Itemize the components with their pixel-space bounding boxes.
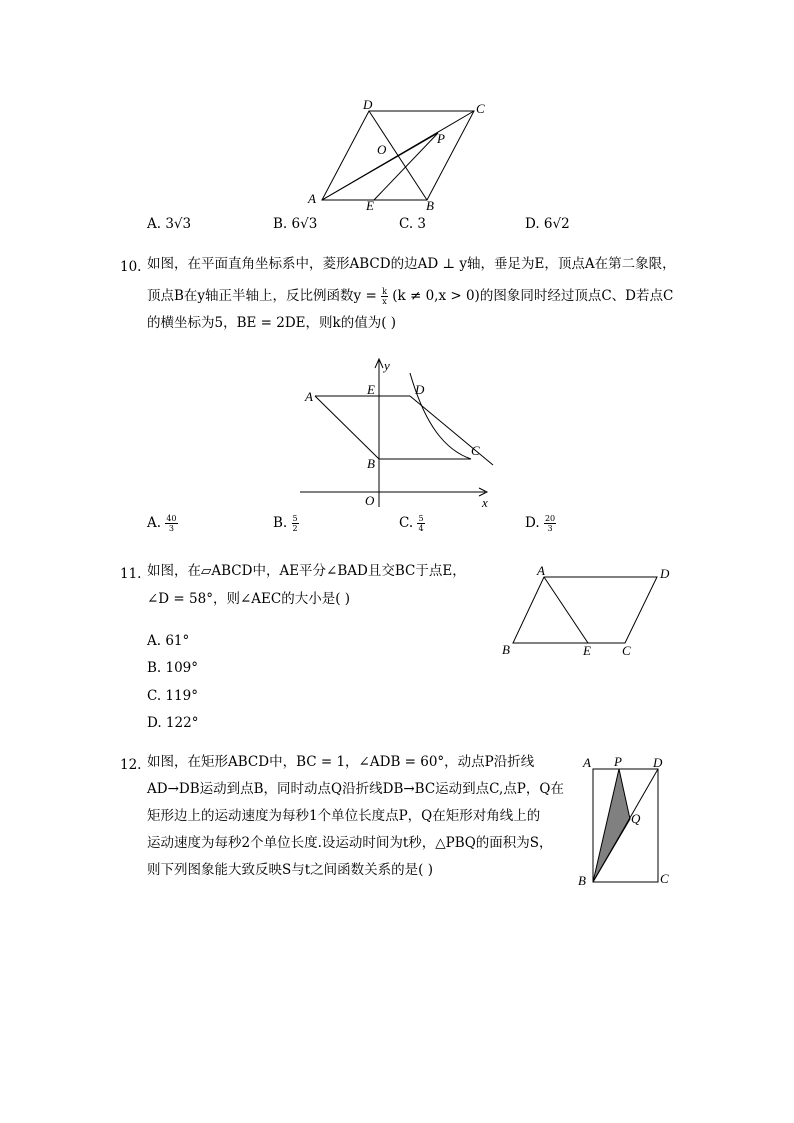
q10-label-d: D bbox=[415, 382, 425, 397]
q10-label-y: y bbox=[384, 358, 390, 373]
q12-label-c: C bbox=[660, 871, 669, 886]
q10-line2-end: (k ≠ 0,x > 0)的图象同时经过顶点C、D若点C bbox=[392, 288, 674, 304]
q9-label-e: E bbox=[366, 198, 374, 213]
q12-label-p: P bbox=[614, 754, 622, 769]
q12-label-a: A bbox=[583, 755, 591, 770]
q11-figure bbox=[495, 562, 680, 662]
q9-label-o: O bbox=[377, 142, 387, 157]
q9-figure bbox=[300, 96, 500, 216]
q10-line2 bbox=[147, 287, 673, 306]
q12-line4: 运动速度为每秒2个单位长度.设运动时间为t秒，△PBQ的面积为S， bbox=[147, 835, 553, 851]
q10-option-c: C. $\frac{5}{4}$ bbox=[399, 514, 424, 533]
q10-line3: 的横坐标为5，BE = 2DE，则k的值为( ) bbox=[147, 315, 397, 331]
q11-option-c: C. 119° bbox=[147, 688, 198, 704]
q9-option-b: B. 6√3 bbox=[273, 216, 318, 232]
q11-label-e: E bbox=[583, 643, 591, 658]
q11-label-b: B bbox=[502, 642, 510, 657]
q12-line1: 如图，在矩形ABCD中，BC = 1，∠ADB = 60°，动点P沿折线 bbox=[147, 754, 535, 770]
q9-option-c: C. 3 bbox=[399, 216, 427, 232]
q9-label-p: P bbox=[437, 131, 445, 146]
q12-line5: 则下列图象能大致反映S与t之间函数关系的是( ) bbox=[147, 862, 433, 878]
q9-label-c: C bbox=[476, 101, 485, 116]
q11-option-d: D. 122° bbox=[147, 715, 199, 731]
q11-line2: ∠D = 58°，则∠AEC的大小是( ) bbox=[147, 591, 351, 607]
q12-number: 12. bbox=[120, 757, 142, 773]
q11-line1: 如图，在▱ABCD中，AE平分∠BAD且交BC于点E， bbox=[147, 563, 466, 579]
q10-label-b: B bbox=[367, 456, 375, 471]
q10-line2-start: 顶点B在y轴正半轴上，反比例函数y = bbox=[147, 288, 377, 304]
q10-option-a: A. $\frac{40}{3}$ bbox=[147, 514, 177, 533]
q10-fraction: $\frac{k}{x}$ bbox=[382, 287, 387, 306]
q10-figure bbox=[295, 355, 500, 515]
q11-label-a: A bbox=[537, 563, 545, 578]
q11-option-b: B. 109° bbox=[147, 660, 199, 676]
q10-option-d: D. $\frac{20}{3}$ bbox=[525, 514, 556, 533]
q12-label-b: B bbox=[578, 873, 586, 888]
q9-option-d: D. 6√2 bbox=[525, 216, 570, 232]
q10-label-x: x bbox=[482, 495, 488, 510]
q11-number: 11. bbox=[120, 566, 142, 582]
q10-label-o: O bbox=[365, 493, 375, 508]
q9-label-d: D bbox=[363, 97, 373, 112]
q12-label-q: Q bbox=[631, 811, 641, 826]
q9-label-a: A bbox=[308, 191, 316, 206]
q11-label-c: C bbox=[622, 643, 631, 658]
q12-figure bbox=[575, 752, 675, 892]
q10-option-b: B. $\frac{5}{2}$ bbox=[273, 514, 298, 533]
q12-line3: 矩形边上的运动速度为每秒1个单位长度点P，Q在矩形对角线上的 bbox=[147, 808, 541, 824]
q10-line1: 如图，在平面直角坐标系中，菱形ABCD的边AD ⊥ y轴，垂足为E，顶点A在第二象限， bbox=[147, 256, 676, 272]
q10-number: 10. bbox=[120, 259, 142, 275]
q10-label-a: A bbox=[305, 389, 313, 404]
q10-label-c: C bbox=[471, 443, 480, 458]
q11-label-d: D bbox=[660, 566, 670, 581]
q10-label-e: E bbox=[367, 382, 375, 397]
q9-label-b: B bbox=[426, 198, 434, 213]
q12-label-d: D bbox=[653, 755, 663, 770]
q9-option-a: A. 3√3 bbox=[147, 216, 192, 232]
q12-line2: AD→DB运动到点B，同时动点Q沿折线DB→BC运动到点C,点P，Q在 bbox=[147, 781, 564, 797]
q11-option-a: A. 61° bbox=[147, 633, 190, 649]
